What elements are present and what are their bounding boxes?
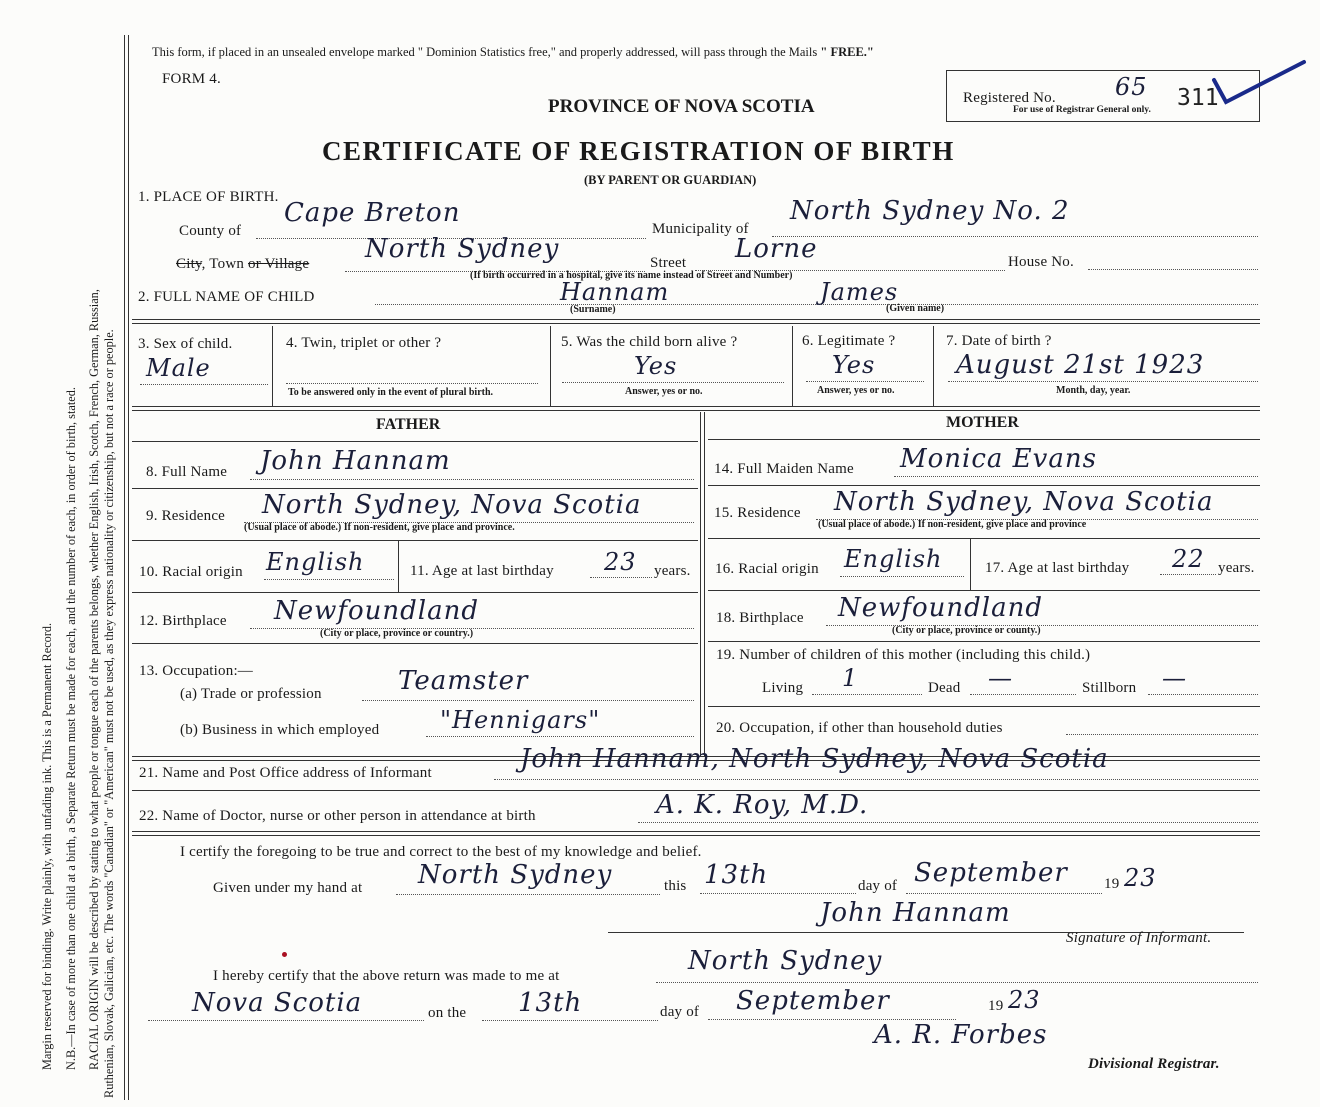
given-place-value: North Sydney <box>418 860 613 890</box>
street-value: Lorne <box>735 234 818 264</box>
on-the-label: on the <box>428 1005 467 1021</box>
twin-note: To be answered only in the event of plural birth. <box>288 387 494 398</box>
mother-residence-label: 15. Residence <box>714 505 801 521</box>
dob-label: 7. Date of birth ? <box>946 333 1052 349</box>
mother-birthplace-note: (City or place, province or county.) <box>892 625 1041 636</box>
page-title: CERTIFICATE OF REGISTRATION OF BIRTH <box>322 136 955 166</box>
form-number: FORM 4. <box>162 71 221 87</box>
mother-age-value: 22 <box>1172 545 1205 573</box>
place-heading: 1. PLACE OF BIRTH. <box>138 189 279 205</box>
stillborn-value: — <box>1162 664 1187 692</box>
legitimate-note: Answer, yes or no. <box>817 385 895 396</box>
mail-note: This form, if placed in an unsealed envelope marked " Dominion Statistics free," and properly addressed, will pass through the Mails " FREE." <box>152 45 874 59</box>
alive-value: Yes <box>634 352 678 380</box>
child-name-label: 2. FULL NAME OF CHILD <box>138 289 315 305</box>
mother-birthplace-value: Newfoundland <box>838 593 1044 623</box>
certify-statement: I certify the foregoing to be true and correct to the best of my knowledge and belief. <box>180 844 702 860</box>
mother-racial-value: English <box>844 545 943 573</box>
page-subtitle: (BY PARENT OR GUARDIAN) <box>584 173 757 187</box>
registered-number: 65 <box>1115 73 1148 101</box>
father-age-value: 23 <box>604 548 637 576</box>
father-business-value: "Hennigars" <box>440 706 601 734</box>
mother-name-value: Monica Evans <box>900 444 1097 474</box>
month-value: September <box>914 858 1068 888</box>
stillborn-label: Stillborn <box>1082 680 1137 696</box>
mother-children-label: 19. Number of children of this mother (including this child.) <box>716 647 1091 663</box>
informant-signature: John Hannam <box>820 898 1011 928</box>
dead-label: Dead <box>928 680 961 696</box>
mother-heading: MOTHER <box>946 414 1019 431</box>
registrar-note: For use of Registrar General only. <box>1013 105 1151 115</box>
informant-value: John Hannam, North Sydney, Nova Scotia <box>520 744 1109 774</box>
mother-occupation-label: 20. Occupation, if other than household duties <box>716 720 1003 736</box>
given-label: Given under my hand at <box>213 880 363 896</box>
father-birthplace-value: Newfoundland <box>274 596 480 626</box>
father-residence-label: 9. Residence <box>146 508 226 524</box>
county-value: Cape Breton <box>284 198 461 228</box>
father-age-label: 11. Age at last birthday <box>410 563 554 579</box>
registrar-year-prefix: 19 <box>988 998 1004 1014</box>
father-business-label: (b) Business in which employed <box>180 722 380 738</box>
this-label: this <box>664 878 687 894</box>
registrar-signature-label: Divisional Registrar. <box>1088 1056 1220 1072</box>
informant-label: 21. Name and Post Office address of Informant <box>139 765 432 781</box>
house-label: House No. <box>1008 254 1074 270</box>
registrar-place-2: Nova Scotia <box>192 988 363 1018</box>
registrar-year-value: 23 <box>1008 986 1041 1014</box>
town-label: City, Town or Village <box>176 256 310 272</box>
given-name-value: James <box>820 278 899 306</box>
father-birthplace-note: (City or place, province or country.) <box>320 628 474 639</box>
year-value: 23 <box>1124 864 1157 892</box>
margin-note-multiple-births: N.B.—In case of more than one child at a birth, a Separate Return must be made for each, and the number of each, in order of birth, stated. <box>64 387 78 1070</box>
legitimate-label: 6. Legitimate ? <box>802 333 896 349</box>
sex-label: 3. Sex of child. <box>138 336 233 352</box>
registered-stamp: 311 <box>1177 85 1219 111</box>
living-value: 1 <box>842 664 859 692</box>
father-heading: FATHER <box>376 416 441 433</box>
margin-note-racial-origin: RACIAL ORIGIN will be described by stating to what people or tongue each of the parents belongs, whether English, Irish, Scotch, French, German, Russian, <box>87 289 101 1070</box>
registrar-month-value: September <box>736 986 890 1016</box>
surname-caption: (Surname) <box>570 304 616 315</box>
province-heading: PROVINCE OF NOVA SCOTIA <box>548 96 815 117</box>
given-name-caption: (Given name) <box>886 303 945 314</box>
alive-label: 5. Was the child born alive ? <box>561 334 738 350</box>
father-residence-note: (Usual place of abode.) If non-resident, give place and province. <box>244 522 515 533</box>
municipality-label: Municipality of <box>652 221 749 237</box>
registered-label: Registered No. <box>963 90 1056 106</box>
checkmark-icon <box>1210 58 1310 108</box>
doctor-value: A. K. Roy, M.D. <box>656 790 869 820</box>
mother-birthplace-label: 18. Birthplace <box>716 610 804 626</box>
margin-rule-inner <box>128 35 129 1100</box>
father-occupation-label: 13. Occupation:— <box>139 663 254 679</box>
county-label: County of <box>179 223 242 239</box>
father-racial-value: English <box>266 548 365 576</box>
registrar-place-1: North Sydney <box>688 946 883 976</box>
margin-rule <box>124 35 125 1100</box>
mother-age-unit: years. <box>1218 560 1255 576</box>
sex-value: Male <box>146 354 211 382</box>
alive-note: Answer, yes or no. <box>625 386 703 397</box>
dob-note: Month, day, year. <box>1056 385 1131 396</box>
father-age-unit: years. <box>654 563 691 579</box>
registrar-day-of-label: day of <box>660 1004 700 1020</box>
dob-value: August 21st 1923 <box>956 350 1205 380</box>
mother-residence-value: North Sydney, Nova Scotia <box>834 487 1214 517</box>
mother-age-label: 17. Age at last birthday <box>985 560 1130 576</box>
this-day-value: 13th <box>704 860 769 890</box>
mother-residence-note: (Usual place of abode.) If non-resident, give place and province <box>818 519 1087 530</box>
doctor-label: 22. Name of Doctor, nurse or other person in attendance at birth <box>139 808 536 824</box>
registrar-statement: I hereby certify that the above return was made to me at <box>213 968 560 984</box>
registrar-signature: A. R. Forbes <box>874 1020 1048 1050</box>
dead-value: — <box>988 664 1013 692</box>
mother-name-label: 14. Full Maiden Name <box>714 461 854 477</box>
signature-label: Signature of Informant. <box>1066 930 1212 946</box>
town-value: North Sydney <box>365 234 560 264</box>
municipality-value: North Sydney No. 2 <box>790 196 1070 226</box>
margin-notes <box>0 0 124 1107</box>
father-racial-label: 10. Racial origin <box>139 564 243 580</box>
father-trade-value: Teamster <box>398 666 529 696</box>
year-prefix: 19 <box>1104 876 1120 892</box>
living-label: Living <box>762 680 804 696</box>
father-trade-label: (a) Trade or profession <box>180 686 322 702</box>
mother-racial-label: 16. Racial origin <box>715 561 819 577</box>
legitimate-value: Yes <box>832 351 876 379</box>
father-birthplace-label: 12. Birthplace <box>139 613 227 629</box>
father-name-value: John Hannam <box>260 446 451 476</box>
father-residence-value: North Sydney, Nova Scotia <box>262 490 642 520</box>
registrar-day-value: 13th <box>518 988 583 1018</box>
father-name-label: 8. Full Name <box>146 464 228 480</box>
day-of-label: day of <box>858 878 898 894</box>
hospital-note: (If birth occurred in a hospital, give its name instead of Street and Number) <box>470 270 793 281</box>
surname-value: Hannam <box>560 278 670 306</box>
margin-note-racial-origin-cont: Ruthenian, Slovak, Galician, etc. The words "Canadian" or "American" must not be used, as they express nationality or citizenship, but not a race or people. <box>102 329 116 1098</box>
margin-note-binding: Margin reserved for binding. Write plainly, with unfading ink. This is a Permanent Record. <box>40 622 54 1070</box>
twin-label: 4. Twin, triplet or other ? <box>286 335 442 351</box>
street-label: Street <box>650 255 687 271</box>
